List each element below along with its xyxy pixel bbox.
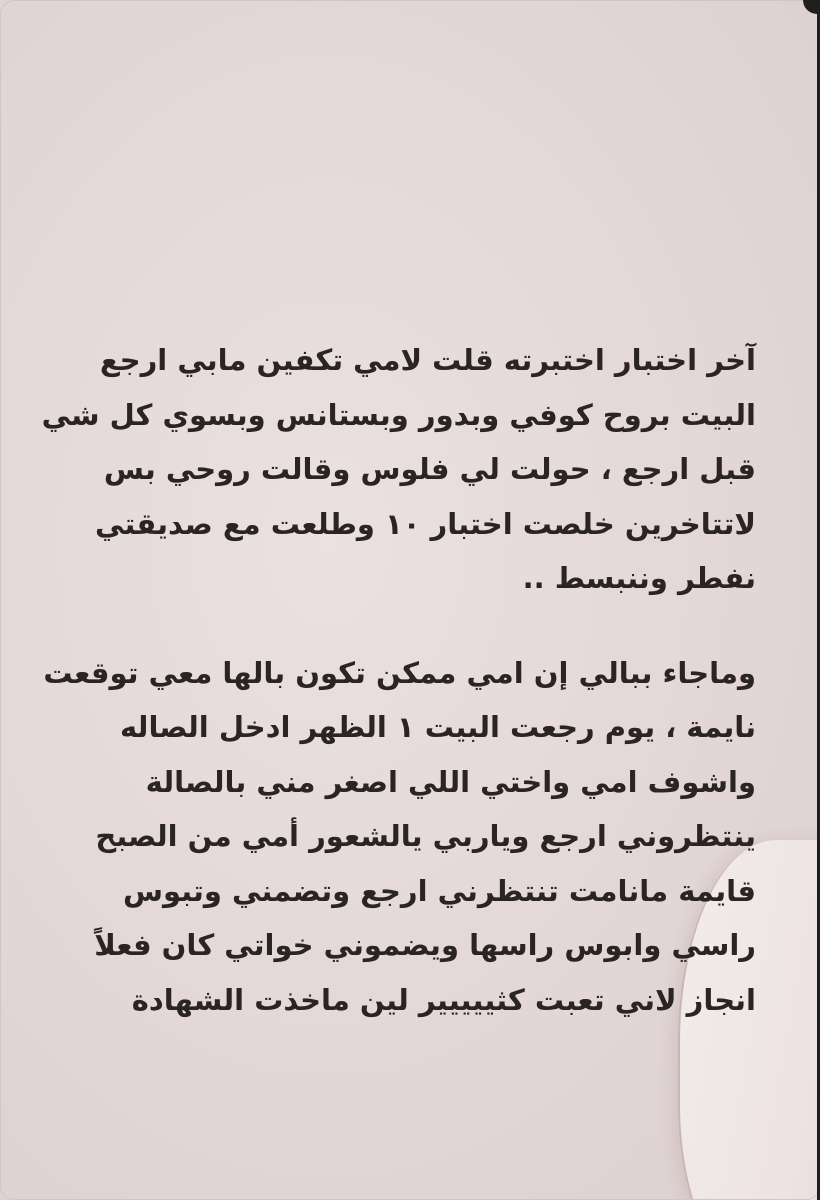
text-line: نايمة ، يوم رجعت البيت ١ الظهر ادخل الصاله [119, 710, 756, 744]
text-line: وماجاء ببالي إن امي ممكن تكون بالها معي توقعت [43, 655, 756, 690]
paragraph-second [40, 646, 756, 1028]
text-line: قبل ارجع ، حولت لي فلوس وقالت روحي بس [103, 452, 756, 486]
paragraph-spacer [40, 606, 756, 646]
text-line: قايمة مانامت تنتظرني ارجع وتضمني وتبوس [122, 873, 756, 908]
text-line: انجاز لاني تعبت كثييييير لين ماخذت الشهادة [131, 982, 756, 1017]
text-line: راسي وابوس راسها ويضموني خواتي كان فعلاً [94, 928, 756, 962]
text-line: واشوف امي واختي اللي اصغر مني بالصالة [145, 764, 756, 799]
text-line: البيت بروح كوفي وبدور وبستانس وبسوي كل شي [41, 397, 756, 432]
text-line: ينتظروني ارجع وياربي يالشعور أمي من الصبح [95, 819, 756, 853]
text-line: نفطر وننبسط .. [522, 561, 756, 595]
text-line: آخر اختبار اختبرته قلت لامي تكفين مابي ارجع [99, 343, 756, 377]
story-text [40, 333, 756, 1027]
rounded-corner [803, 0, 817, 14]
text-line: لاتتاخرين خلصت اختبار ١٠ وطلعت مع صديقتي [95, 506, 756, 541]
paragraph-first [40, 333, 756, 606]
